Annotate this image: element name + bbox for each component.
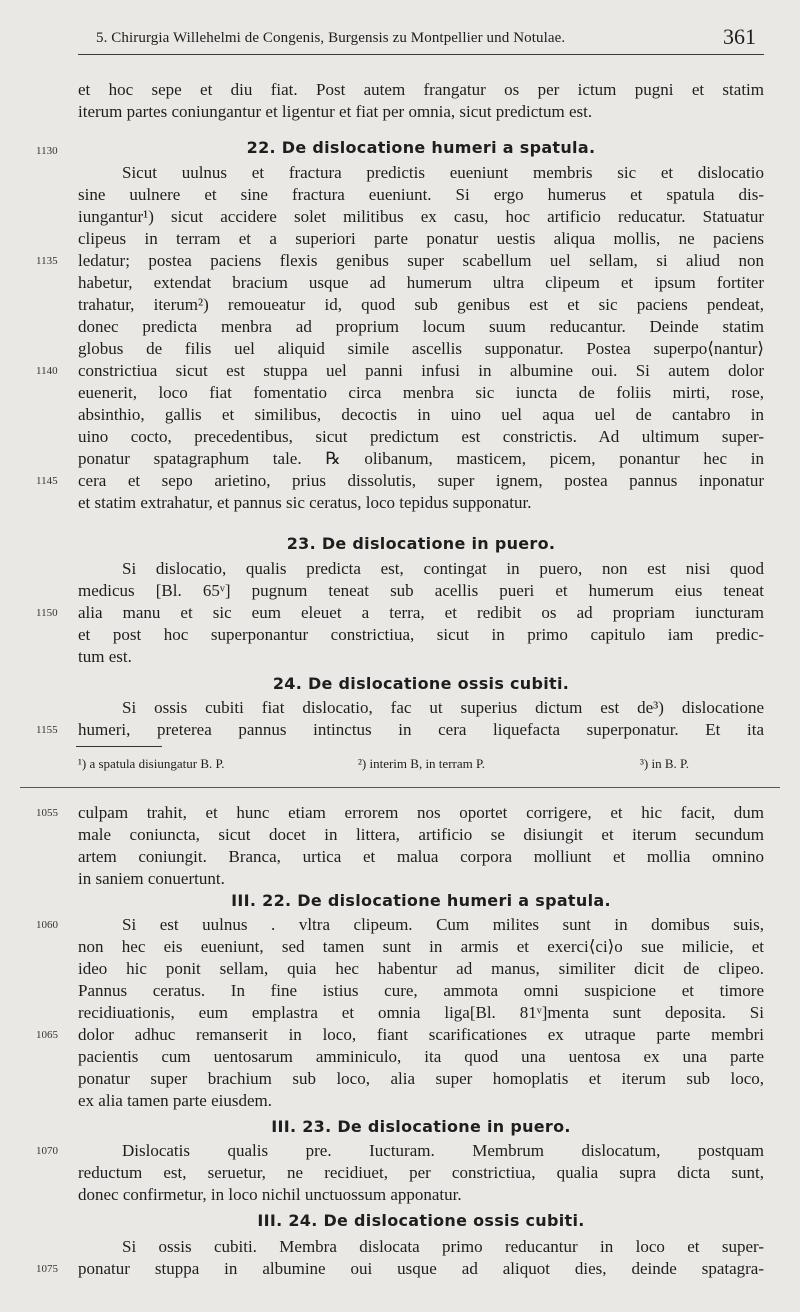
line-number: 1130 — [36, 145, 58, 157]
text-line: dolor adhuc remanserit in loco, fiant scarificationes ex utraque parte membri — [78, 1025, 764, 1044]
text-line: clipeus in terram et a superiori parte ponatur uestis aliqua mollis, ne paciens — [78, 229, 764, 248]
section-heading: III. 23. De dislocatione in puero. — [271, 1117, 571, 1136]
text-line: culpam trahit, et hunc etiam errorem nos oportet corrigere, et hic facit, dum — [78, 803, 764, 822]
page-divider — [20, 787, 780, 788]
text-line: humeri, preterea pannus intinctus in cera liquefacta superponatur. Et ita — [78, 720, 764, 739]
text-line: uino cocto, precedentibus, sicut predictum est constrictis. Ad ultimum super- — [78, 427, 764, 446]
text-line: euenerit, loco fiat fomentatio circa menbra sic iuncta de foliis mirti, rose, — [78, 383, 764, 402]
text-line: et hoc sepe et diu fiat. Post autem frangatur os per ictum pugni et statim — [78, 80, 764, 99]
line-number: 1055 — [36, 807, 58, 819]
text-line: et statim extrahatur, et pannus sic ceratus, loco tepidus supponatur. — [78, 493, 532, 512]
text-line: recidiuationis, eum emplastra et omnia liga[Bl. 81ᵛ]menta sunt deposita. Si — [78, 1003, 764, 1022]
page-number: 361 — [723, 24, 756, 49]
footnote: ³) in B. P. — [640, 756, 690, 771]
running-title: 5. Chirurgia Willehelmi de Congenis, Burgensis zu Montpellier und Notulae. — [96, 30, 566, 46]
text-line: habetur, extendat bracium usque ad humerum ultra clipeum et ipsum fortiter — [78, 273, 764, 292]
text-line: tum est. — [78, 647, 132, 666]
line-number: 1140 — [36, 365, 58, 377]
text-line: cera et sepo arietino, prius dissolutis, super ignem, postea pannus inponatur — [78, 471, 764, 490]
text-line: ideo hic ponit sellam, quia hec habentur ad manus, similiter dicit de clipeo. — [78, 959, 764, 978]
footnote-rule — [76, 746, 162, 747]
text-line: reductum est, seruetur, ne recidiuet, per constrictiua, qualia supra dicta sunt, — [78, 1163, 764, 1182]
text-line: in saniem conuertunt. — [78, 869, 225, 888]
text-line: male coniuncta, sicut docet in littera, artificio se disiungit et iterum secundum — [78, 825, 764, 844]
text-line: globus de filis uel aliquid simile ascellis supponatur. Postea superpo⟨nantur⟩ — [78, 339, 764, 358]
text-line: medicus [Bl. 65ᵛ] pugnum teneat sub acellis pueri et humerum eius teneat — [78, 581, 764, 600]
section-heading: 24. De dislocatione ossis cubiti. — [272, 674, 570, 693]
text-line: Si ossis cubiti. Membra dislocata primo reducantur in loco et super- — [122, 1237, 764, 1256]
text-line: ledatur; postea paciens flexis genibus super scabellum uel sellam, si aliud non — [78, 251, 764, 270]
line-number: 1060 — [36, 919, 58, 931]
section-heading: 23. De dislocatione in puero. — [286, 534, 556, 553]
text-line: et post hoc superponantur constrictiua, sicut in primo capitulo iam predic- — [78, 625, 764, 644]
text-line: Pannus ceratus. In fine istius cure, ammota omni suspicione et timore — [78, 981, 764, 1000]
line-number: 1075 — [36, 1263, 58, 1275]
footnotes — [78, 756, 764, 776]
footnote: ²) interim B, in terram P. — [358, 756, 486, 771]
text-line: pacientis cum uentosarum amminiculo, ita quod una uentosa ex una parte — [78, 1047, 764, 1066]
page-header — [96, 24, 756, 54]
text-line: ex alia tamen parte eiusdem. — [78, 1091, 272, 1110]
section-heading: III. 22. De dislocatione humeri a spatula. — [231, 891, 611, 910]
line-number: 1135 — [36, 255, 58, 267]
text-line: absinthio, gallis et similibus, decoctis in uino uel aqua uel de cantabro in — [78, 405, 764, 424]
text-line: ponatur spatagraphum tale. ℞ olibanum, masticem, picem, ponantur hec in — [78, 449, 764, 468]
text-line: Sicut uulnus et fractura predictis eueniunt membris sic et dislocatio — [122, 163, 764, 182]
line-number: 1145 — [36, 475, 58, 487]
line-number: 1150 — [36, 607, 58, 619]
line-number: 1155 — [36, 724, 58, 736]
text-line: trahatur, iterum²) remoueatur id, quod sub genibus est et sic paciens pendeat, — [78, 295, 764, 314]
section-heading: 22. De dislocatione humeri a spatula. — [246, 138, 596, 157]
text-line: donec predicta menbra ad proprium locum suum reducantur. Deinde statim — [78, 317, 764, 336]
text-line: Dislocatis qualis pre. Iucturam. Membrum dislocatum, postquam — [122, 1141, 764, 1160]
text-line: iterum partes coniungantur et ligentur et fiat per omnia, sicut predictum est. — [78, 102, 593, 121]
header-rule — [78, 54, 764, 55]
text-line: constrictiua sicut est stuppa uel panni infusi in albumine oui. Si autem dolor — [78, 361, 764, 380]
text-line: donec confirmetur, in loco nichil unctuossum apponatur. — [78, 1185, 462, 1204]
text-line: ponatur stuppa in albumine oui usque ad aliquot dies, deinde spatagra- — [78, 1259, 764, 1278]
text-line: non hec eis eueniunt, sed tamen sunt in armis et exerci⟨ci⟩o sue milicie, et — [78, 937, 764, 956]
text-line: Si ossis cubiti fiat dislocatio, fac ut superius dictum est de³) dislocatione — [122, 698, 764, 717]
text-line: Si est uulnus . vltra clipeum. Cum milites sunt in domibus suis, — [122, 915, 764, 934]
text-line: artem coniungit. Branca, urtica et malua corpora molliunt et mollia omnino — [78, 847, 764, 866]
text-line: sine uulnere et sine fractura eueniunt. Si ergo humerus et spatula dis- — [78, 185, 764, 204]
footnote: ¹) a spatula disiungatur B. P. — [78, 756, 225, 771]
text-line: alia manu et sic eum eleuet a terra, et redibit os ad propriam iuncturam — [78, 603, 764, 622]
section-heading: III. 24. De dislocatione ossis cubiti. — [257, 1211, 585, 1230]
line-number: 1065 — [36, 1029, 58, 1041]
text-line: iungantur¹) sicut accidere solet militibus ex casu, hoc artificio reducatur. Statuatur — [78, 207, 764, 226]
text-line: Si dislocatio, qualis predicta est, contingat in puero, non est nisi quod — [122, 559, 764, 578]
text-line: ponatur super brachium sub loco, alia super homoplatis et iterum sub loco, — [78, 1069, 764, 1088]
line-number: 1070 — [36, 1145, 58, 1157]
